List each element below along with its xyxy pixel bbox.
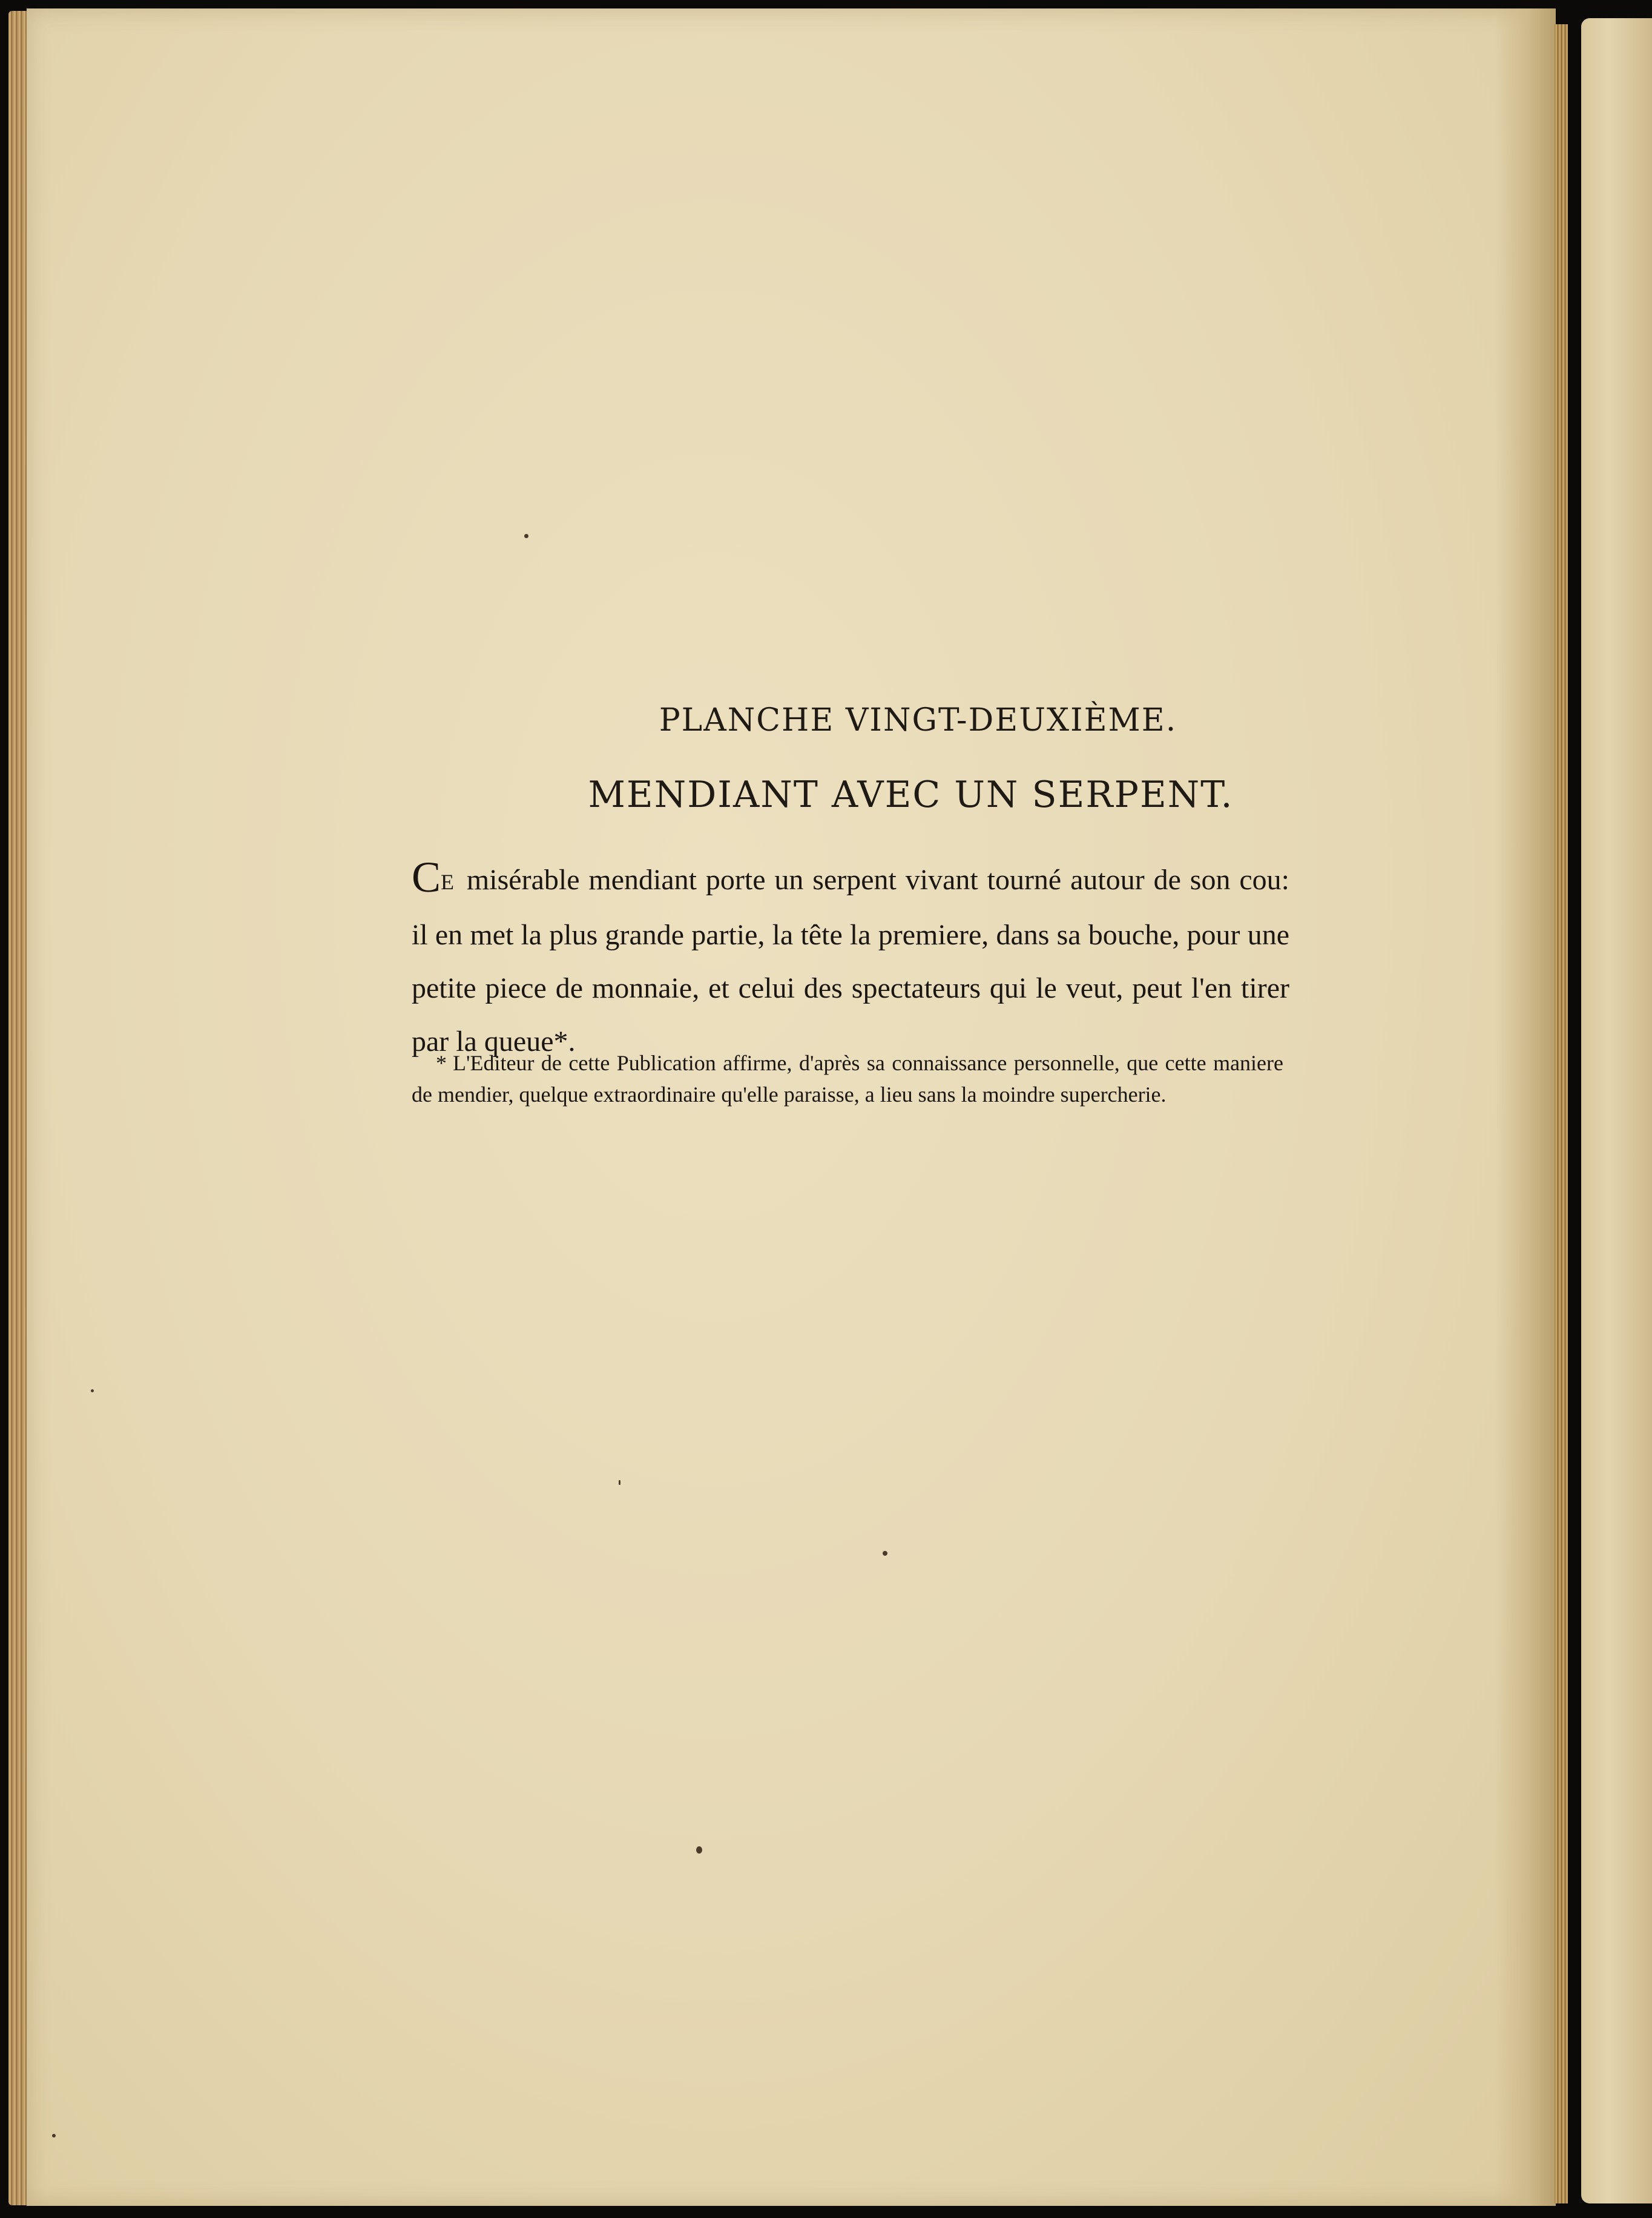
plate-number-heading: PLANCHE VINGT-DEUXIÈME. — [659, 702, 1177, 739]
page-gutter-shadow — [1495, 8, 1556, 2206]
paper-speck — [524, 534, 528, 538]
drop-cap-initial: C — [412, 853, 441, 901]
facing-page-sliver — [1581, 18, 1652, 2203]
paper-speck — [619, 1480, 620, 1485]
footnote-marker: * — [436, 1051, 447, 1075]
footnote-text: L'Editeur de cette Publication affirme, d'après sa connaissance personnelle, que cette maniere de mendier, quelque extraordinaire qu'elle paraisse, a lieu sans la moindre supercherie. — [412, 1051, 1283, 1107]
plate-description-paragraph — [412, 854, 1289, 1068]
paragraph-text: misérable mendiant porte un serpent vivant tourné autour de son cou: il en met la plus grande partie, la tête la premiere, dans sa bouche, pour une petite piece de monnaie, et celui des spectateurs qui le veut, peut l'en tirer par la queue*. — [412, 864, 1290, 1058]
paper-speck — [696, 1846, 702, 1854]
page-edges-stack — [1555, 24, 1568, 2203]
paper-speck — [883, 1551, 887, 1556]
small-cap-letter: E — [441, 870, 455, 894]
paper-speck — [91, 1389, 94, 1392]
plate-title-heading: MENDIANT AVEC UN SERPENT. — [588, 774, 1234, 816]
footnote — [412, 1047, 1283, 1110]
paper-speck — [52, 2134, 56, 2137]
